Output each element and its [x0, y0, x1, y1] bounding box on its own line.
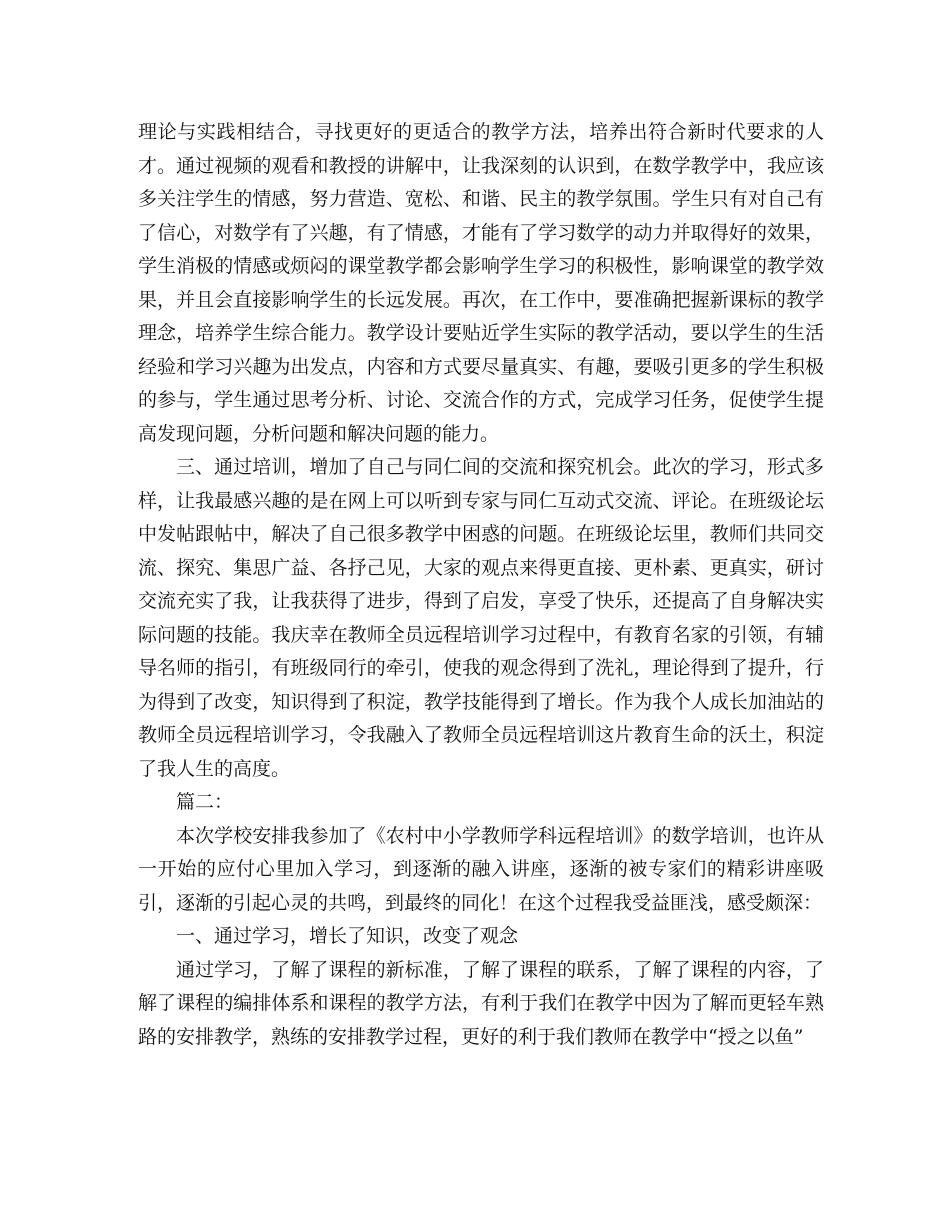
paragraph-section-three: 三、通过培训，增加了自己与同仁间的交流和探究机会。此次的学习，形式多样，让我最感兴趣的是在网上可以听到专家与同仁互动式交流、评论。在班级论坛中发帖跟帖中，解决了自己很多教学中困惑的问题。在班级论坛里，教师们共同交流、探究、集思广益、各抒己见，大家的观点来得更直接、更朴素、更真实，研讨交流充实了我，让我获得了进步，得到了启发，享受了快乐，还提高了自身解决实际问题的技能。我庆幸在教师全员远程培训学习过程中，有教育名家的引领，有辅导名师的指引，有班级同行的牵引，使我的观念得到了洗礼，理论得到了提升，行为得到了改变，知识得到了积淀，教学技能得到了增长。作为我个人成长加油站的教师全员远程培训学习，令我融入了教师全员远程培训这片教育生命的沃土，积淀了我人生的高度。 — [138, 456, 824, 780]
paragraph-part-two-heading: 篇二： — [176, 791, 234, 813]
paragraph-part-two-intro: 本次学校安排我参加了《农村中小学教师学科远程培训》的数学培训，也许从一开始的应付心里加入学习，到逐渐的融入讲座，逐渐的被专家们的精彩讲座吸引，逐渐的引起心灵的共鸣，到最终的同化！在这个过程我受益匪浅，感受颇深： — [138, 824, 824, 914]
paragraph-section-one-body: 通过学习，了解了课程的新标准，了解了课程的联系，了解了课程的内容，了解了课程的编排体系和课程的教学方法，有利于我们在教学中因为了解而更轻车熟路的安排教学，熟练的安排教学过程，更好的利于我们教师在教学中“授之以鱼” — [138, 958, 824, 1048]
paragraph-teaching-methods: 理论与实践相结合，寻找更好的更适合的教学方法，培养出符合新时代要求的人才。通过视频的观看和教授的讲解中，让我深刻的认识到，在数学教学中，我应该多关注学生的情感，努力营造、宽松、和谐、民主的教学氛围。学生只有对自己有了信心，对数学有了兴趣，有了情感，才能有了学习数学的动力并取得好的效果，学生消极的情感或烦闷的课堂教学都会影响学生学习的积极性，影响课堂的教学效果，并且会直接影响学生的长远发展。再次，在工作中，要准确把握新课标的教学理念，培养学生综合能力。教学设计要贴近学生实际的教学活动，要以学生的生活经验和学习兴趣为出发点，内容和方式要尽量真实、有趣，要吸引更多的学生积极的参与，学生通过思考分析、讨论、交流合作的方式，完成学习任务，促使学生提高发现问题，分析问题和解决问题的能力。 — [138, 121, 824, 445]
document-body — [138, 116, 824, 1054]
paragraph-section-one-heading: 一、通过学习，增长了知识，改变了观念 — [176, 925, 519, 947]
